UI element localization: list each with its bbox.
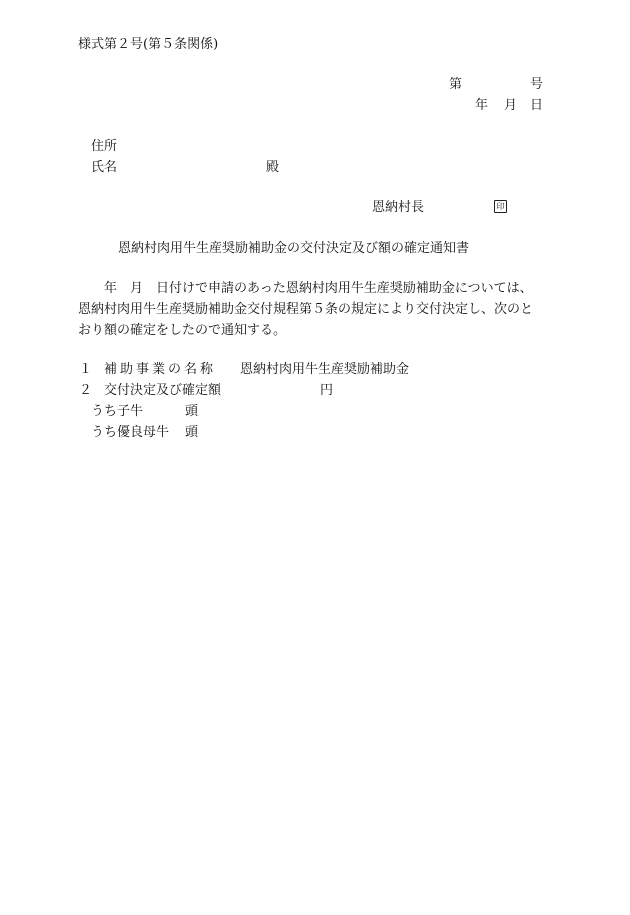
sub-item-value-2: 頭 (185, 425, 199, 440)
document-title: 恩納村肉用牛生産奨励補助金の交付決定及び額の確定通知書 (118, 241, 470, 256)
item-label-1: 補助事業の名称 (104, 362, 217, 377)
seal-mark: 印 (494, 200, 507, 213)
body-line-2: 恩納村肉用牛生産奨励補助金交付規程第５条の規定により交付決定し、次のと (78, 302, 534, 317)
address-label: 住所 (91, 139, 118, 154)
item-value-1: 恩納村肉用牛生産奨励補助金 (240, 362, 410, 377)
item-number-1: １ (79, 362, 93, 377)
issuer-title: 恩納村長 (372, 200, 425, 215)
date-year: 年 (475, 98, 489, 113)
doc-number-prefix: 第 (449, 77, 463, 92)
body-line-1: 年 月 日付けで申請のあった恩納村肉用牛生産奨励補助金については、 (104, 281, 533, 296)
sub-item-value-1: 頭 (185, 404, 199, 419)
form-number: 様式第２号(第５条関係) (78, 37, 219, 52)
date-day: 日 (530, 98, 544, 113)
name-label: 氏名 (91, 160, 118, 175)
body-line-3: おり額の確定をしたので通知する。 (78, 323, 287, 338)
doc-number-suffix: 号 (530, 77, 544, 92)
sub-item-label-1: うち子牛 (91, 404, 144, 419)
date-month: 月 (504, 98, 518, 113)
sub-item-label-2: うち優良母牛 (91, 425, 170, 440)
honorific: 殿 (266, 160, 280, 175)
item-number-2: ２ (79, 383, 93, 398)
item-label-2: 交付決定及び確定額 (104, 383, 222, 398)
item-value-2: 円 (320, 383, 334, 398)
